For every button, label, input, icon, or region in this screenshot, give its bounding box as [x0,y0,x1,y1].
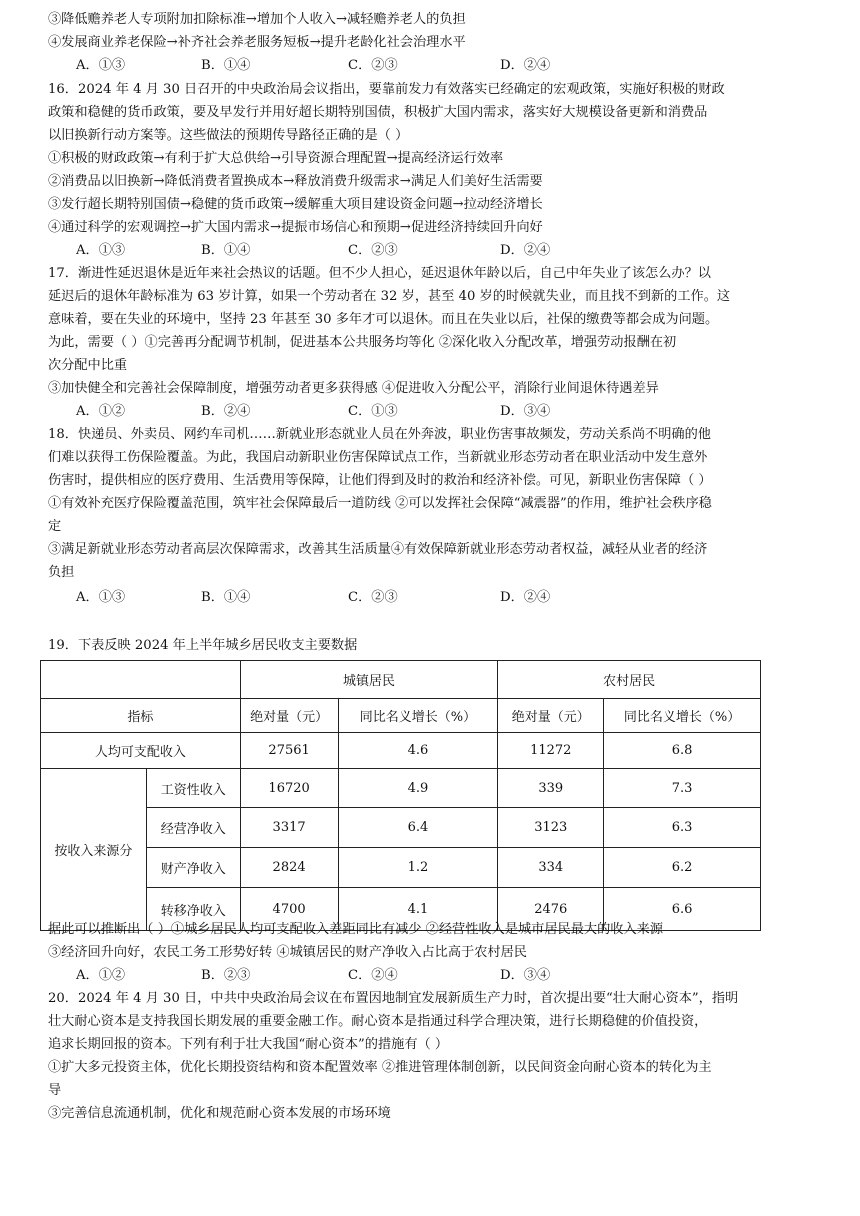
q16-item: ③发行超长期特别国债→稳健的货币政策→缓解重大项目建设资金问题→拉动经济增长 [48,197,543,212]
q15-options [48,56,818,76]
row-label: 工资性收入 [146,769,240,808]
option-c[interactable]: C．②③ [348,243,398,258]
option-b[interactable]: B．②④ [201,404,251,419]
q20-item: ①扩大多元投资主体，优化长期投资结构和资本配置效率 ②推进管理体制创新，以民间资金向耐心资本的转化为主 [48,1060,712,1075]
cell: 6.6 [604,888,761,931]
q16-stem-line: 政策和稳健的货币政策，要及早发行并用好超长期特别国债，积极扩大国内需求，落实好大规模设备更新和消费品 [48,105,708,120]
table-row [41,808,761,848]
q18-stem-line: ③满足新就业形态劳动者高层次保障需求，改善其生活质量④有效保障新就业形态劳动者权益，减轻从业者的经济 [48,542,708,557]
cell: 3317 [240,808,338,848]
q16-item: ④通过科学的宏观调控→扩大国内需求→提振市场信心和预期→促进经济持续回升向好 [48,220,543,235]
header-indicator: 指标 [41,699,241,733]
option-b[interactable]: B．②③ [201,968,251,983]
q17-stem-line: 17．渐进性延迟退休是近年来社会热议的话题。但不少人担心，延迟退休年龄以后，自己中年失业了该怎么办？以 [48,266,711,281]
group-label: 按收入来源分 [41,769,147,931]
q20-stem-line: 追求长期回报的资本。下列有利于壮大我国“耐心资本”的措施有（ ） [48,1037,449,1052]
table-row [41,733,761,769]
cell: 4.9 [338,769,498,808]
cell: 6.8 [604,733,761,769]
q20-stem-line: 20．2024 年 4 月 30 日，中共中央政治局会议在布置因地制宜发展新质生产力时，首次提出要“壮大耐心资本”，指明 [48,991,739,1006]
option-d[interactable]: D．②④ [500,58,551,73]
table-row [41,769,761,808]
q19-options [48,966,818,986]
cell: 2824 [240,848,338,888]
cell: 2476 [498,888,604,931]
q18-options [48,588,818,608]
option-c[interactable]: C．②③ [348,58,398,73]
option-a[interactable]: A．①② [76,968,126,983]
table-header-row [41,661,761,699]
q19-stem: 19．下表反映 2024 年上半年城乡居民收支主要数据 [48,638,358,653]
cell: 4.6 [338,733,498,769]
table-cell-empty [41,661,241,699]
cell: 3123 [498,808,604,848]
row-label: 转移净收入 [146,888,240,931]
option-c[interactable]: C．②④ [348,968,398,983]
cell: 6.4 [338,808,498,848]
option-b[interactable]: B．①④ [201,243,251,258]
option-d[interactable]: D．③④ [500,404,551,419]
row-label: 人均可支配收入 [41,733,241,769]
cell: 27561 [240,733,338,769]
header-growth: 同比名义增长（%） [604,699,761,733]
option-b[interactable]: B．①④ [201,590,251,605]
option-b[interactable]: B．①④ [201,58,251,73]
option-a[interactable]: A．①③ [76,590,126,605]
cell: 4700 [240,888,338,931]
q18-stem-line: 定 [48,519,62,534]
option-a[interactable]: A．①③ [76,58,126,73]
q17-stem-line: 延迟后的退休年龄标准为 63 岁计算，如果一个劳动者在 32 岁，甚至 40 岁的时候就失业，而且找不到新的工作。这 [48,289,731,304]
cell: 4.1 [338,888,498,931]
q17-stem-line: 为此，需要（ ）①完善再分配调节机制，促进基本公共服务均等化 ②深化收入分配改革，增强劳动报酬在初 [48,335,677,350]
table-row [41,848,761,888]
cell: 6.3 [604,808,761,848]
cell: 339 [498,769,604,808]
q19-question-line: 据此可以推断出（ ）①城乡居民人均可支配收入差距同比有减少 ②经营性收入是城市居民最大的收入来源 [48,922,664,937]
header-growth: 同比名义增长（%） [338,699,498,733]
q18-stem-line: 们难以获得工伤保险覆盖。为此，我国启动新职业伤害保障试点工作，当新就业形态劳动者在职业活动中发生意外 [48,450,708,465]
cell: 7.3 [604,769,761,808]
q16-stem-line: 16．2024 年 4 月 30 日召开的中央政治局会议指出，要靠前发力有效落实已经确定的宏观政策，实施好积极的财政 [48,82,725,97]
table-subheader-row [41,699,761,733]
row-label: 经营净收入 [146,808,240,848]
header-abs: 绝对量（元） [240,699,338,733]
option-d[interactable]: D．③④ [500,968,551,983]
header-abs: 绝对量（元） [498,699,604,733]
q17-options [48,402,818,422]
q20-item: 导 [48,1083,62,1098]
q18-stem-line: ①有效补充医疗保险覆盖范围，筑牢社会保障最后一道防线 ②可以发挥社会保障“减震器”的作用，维护社会秩序稳 [48,496,712,511]
option-a[interactable]: A．①② [76,404,126,419]
option-d[interactable]: D．②④ [500,243,551,258]
cell: 334 [498,848,604,888]
q20-stem-line: 壮大耐心资本是支持我国长期发展的重要金融工作。耐心资本是指通过科学合理决策，进行长期稳健的价值投资， [48,1014,708,1029]
q17-stem-line: ③加快健全和完善社会保障制度，增强劳动者更多获得感 ④促进收入分配公平，消除行业间退休待遇差异 [48,381,659,396]
q16-stem-line: 以旧换新行动方案等。这些做法的预期传导路径正确的是（ ） [48,128,409,143]
cell: 1.2 [338,848,498,888]
q15-item-4: ④发展商业养老保险→补齐社会养老服务短板→提升老龄化社会治理水平 [48,35,466,50]
header-rural: 农村居民 [498,661,761,699]
q16-item: ①积极的财政政策→有利于扩大总供给→引导资源合理配置→提高经济运行效率 [48,151,504,166]
cell: 16720 [240,769,338,808]
q18-stem-line: 负担 [48,565,75,580]
option-c[interactable]: C．②③ [348,590,398,605]
option-c[interactable]: C．①③ [348,404,398,419]
cell: 11272 [498,733,604,769]
q18-stem-line: 18．快递员、外卖员、网约车司机……新就业形态就业人员在外奔波，职业伤害事故频发，劳动关系尚不明确的他 [48,427,711,442]
row-label: 财产净收入 [146,848,240,888]
q19-question-line: ③经济回升向好，农民工务工形势好转 ④城镇居民的财产净收入占比高于农村居民 [48,945,527,960]
cell: 6.2 [604,848,761,888]
q17-stem-line: 次分配中比重 [48,358,128,373]
q15-item-3: ③降低赡养老人专项附加扣除标准→增加个人收入→减轻赡养老人的负担 [48,12,466,27]
q17-stem-line: 意味着，要在失业的环境中，坚持 23 年甚至 30 多年才可以退休。而且在失业以后，社保的缴费等都会成为问题。 [48,312,719,327]
header-urban: 城镇居民 [240,661,498,699]
q16-options [48,241,818,261]
option-d[interactable]: D．②④ [500,590,551,605]
q20-item: ③完善信息流通机制，优化和规范耐心资本发展的市场环境 [48,1106,391,1121]
q16-item: ②消费品以旧换新→降低消费者置换成本→释放消费升级需求→满足人们美好生活需要 [48,174,543,189]
q18-stem-line: 伤害时，提供相应的医疗费用、生活费用等保障，让他们得到及时的救治和经济补偿。可见，新职业伤害保障（ ） [48,473,712,488]
income-table [40,660,761,931]
option-a[interactable]: A．①③ [76,243,126,258]
